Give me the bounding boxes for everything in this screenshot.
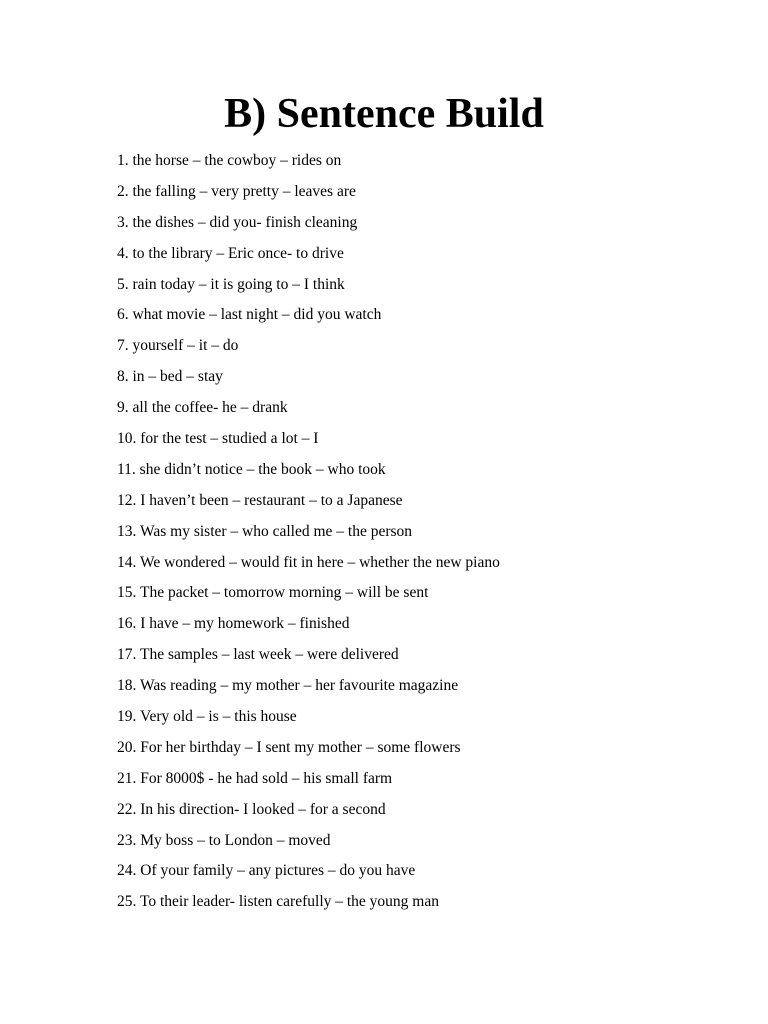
list-item: 21. For 8000$ - he had sold – his small farm (117, 769, 393, 787)
list-item: 4. to the library – Eric once- to drive (117, 244, 344, 262)
list-item: 3. the dishes – did you- finish cleaning (117, 213, 358, 231)
list-item: 6. what movie – last night – did you watch (117, 306, 382, 324)
list-item: 5. rain today – it is going to – I think (117, 275, 345, 293)
list-item: 8. in – bed – stay (117, 368, 223, 386)
list-item: 19. Very old – is – this house (117, 708, 297, 726)
sentence-list (117, 149, 757, 921)
list-item: 20. For her birthday – I sent my mother – some flowers (117, 738, 461, 756)
list-item: 22. In his direction- I looked – for a second (117, 800, 386, 818)
list-item: 13. Was my sister – who called me – the person (117, 522, 413, 540)
list-item: 23. My boss – to London – moved (117, 831, 331, 849)
list-item: 2. the falling – very pretty – leaves are (117, 182, 356, 200)
list-item: 18. Was reading – my mother – her favourite magazine (117, 677, 459, 695)
list-item: 24. Of your family – any pictures – do you have (117, 862, 416, 880)
list-item: 25. To their leader- listen carefully – the young man (117, 893, 439, 911)
list-item: 14. We wondered – would fit in here – whether the new piano (117, 553, 500, 571)
list-item: 10. for the test – studied a lot – I (117, 430, 319, 448)
list-item: 7. yourself – it – do (117, 337, 239, 355)
list-item: 11. she didn’t notice – the book – who took (117, 460, 386, 478)
list-item: 16. I have – my homework – finished (117, 615, 350, 633)
list-item: 15. The packet – tomorrow morning – will be sent (117, 584, 429, 602)
list-item: 9. all the coffee- he – drank (117, 399, 288, 417)
list-item: 17. The samples – last week – were delivered (117, 646, 399, 664)
list-item: 1. the horse – the cowboy – rides on (117, 152, 342, 169)
page-title: B) Sentence Build (224, 91, 544, 137)
list-item: 12. I haven’t been – restaurant – to a Japanese (117, 491, 403, 509)
